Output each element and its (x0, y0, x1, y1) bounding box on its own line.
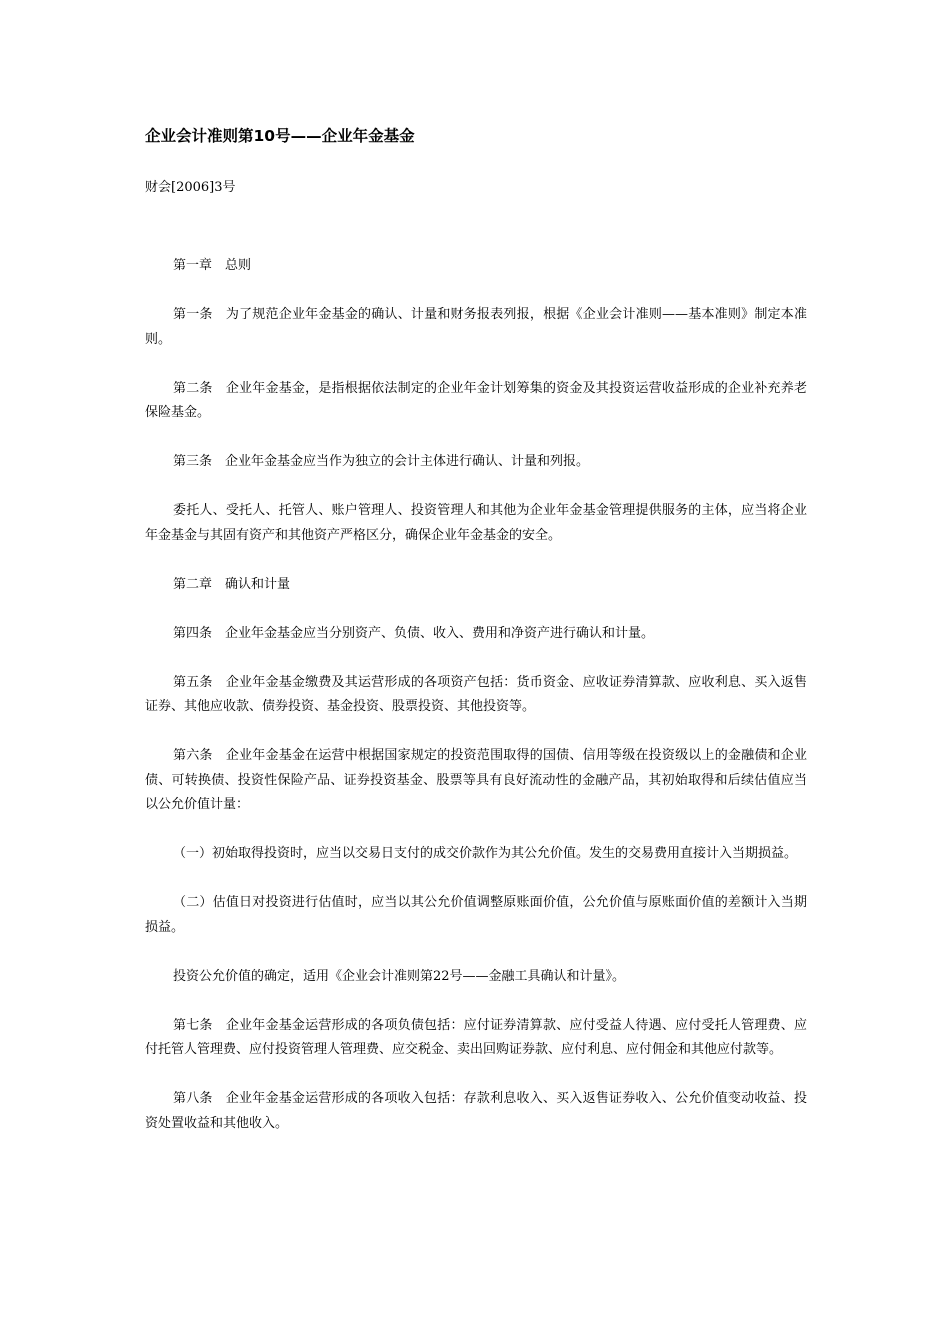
article-paragraph: 第七条 企业年金基金运营形成的各项负债包括：应付证券清算款、应付受益人待遇、应付受托人管理费、应付托管人管理费、应付投资管理人管理费、应交税金、卖出回购证券款、应付利息、应付佣金和其他应付款等。 (145, 1017, 807, 1057)
article-paragraph: 第八条 企业年金基金运营形成的各项收入包括：存款利息收入、买入返售证券收入、公允价值变动收益、投资处置收益和其他收入。 (145, 1091, 807, 1131)
article-paragraph: （二）估值日对投资进行估值时，应当以其公允价值调整原账面价值，公允价值与原账面价值的差额计入当期损益。 (145, 895, 807, 935)
chapter-heading: 第二章 确认和计量 (173, 576, 291, 592)
document-number: 财会[2006]3号 (145, 180, 236, 195)
document-title: 企业会计准则第10号——企业年金基金 (145, 127, 415, 145)
document-content (145, 124, 807, 1161)
article-paragraph: 第一条 为了规范企业年金基金的确认、计量和财务报表列报，根据《企业会计准则——基本准则》制定本准则。 (145, 307, 807, 347)
article-paragraph: （一）初始取得投资时，应当以交易日支付的成交价款作为其公允价值。发生的交易费用直接计入当期损益。 (173, 846, 798, 861)
article-paragraph: 第二条 企业年金基金，是指根据依法制定的企业年金计划筹集的资金及其投资运营收益形成的企业补充养老保险基金。 (145, 380, 807, 420)
article-paragraph: 第五条 企业年金基金缴费及其运营形成的各项资产包括：货币资金、应收证券清算款、应收利息、买入返售证券、其他应收款、债券投资、基金投资、股票投资、其他投资等。 (145, 674, 807, 714)
document-body (145, 254, 807, 1136)
article-paragraph: 第四条 企业年金基金应当分别资产、负债、收入、费用和净资产进行确认和计量。 (173, 625, 655, 641)
article-paragraph: 第三条 企业年金基金应当作为独立的会计主体进行确认、计量和列报。 (173, 454, 590, 469)
article-paragraph: 第六条 企业年金基金在运营中根据国家规定的投资范围取得的国债、信用等级在投资级以上的金融债和企业债、可转换债、投资性保险产品、证券投资基金、股票等具有良好流动性的金融产品，其初始取得和后续估值应当以公允价值计量： (145, 748, 807, 812)
chapter-heading: 第一章 总则 (173, 258, 252, 273)
article-paragraph: 投资公允价值的确定，适用《企业会计准则第22号——金融工具确认和计量》。 (173, 968, 626, 984)
article-paragraph: 委托人、受托人、托管人、账户管理人、投资管理人和其他为企业年金基金管理提供服务的主体，应当将企业年金基金与其固有资产和其他资产严格区分，确保企业年金基金的安全。 (145, 503, 807, 543)
